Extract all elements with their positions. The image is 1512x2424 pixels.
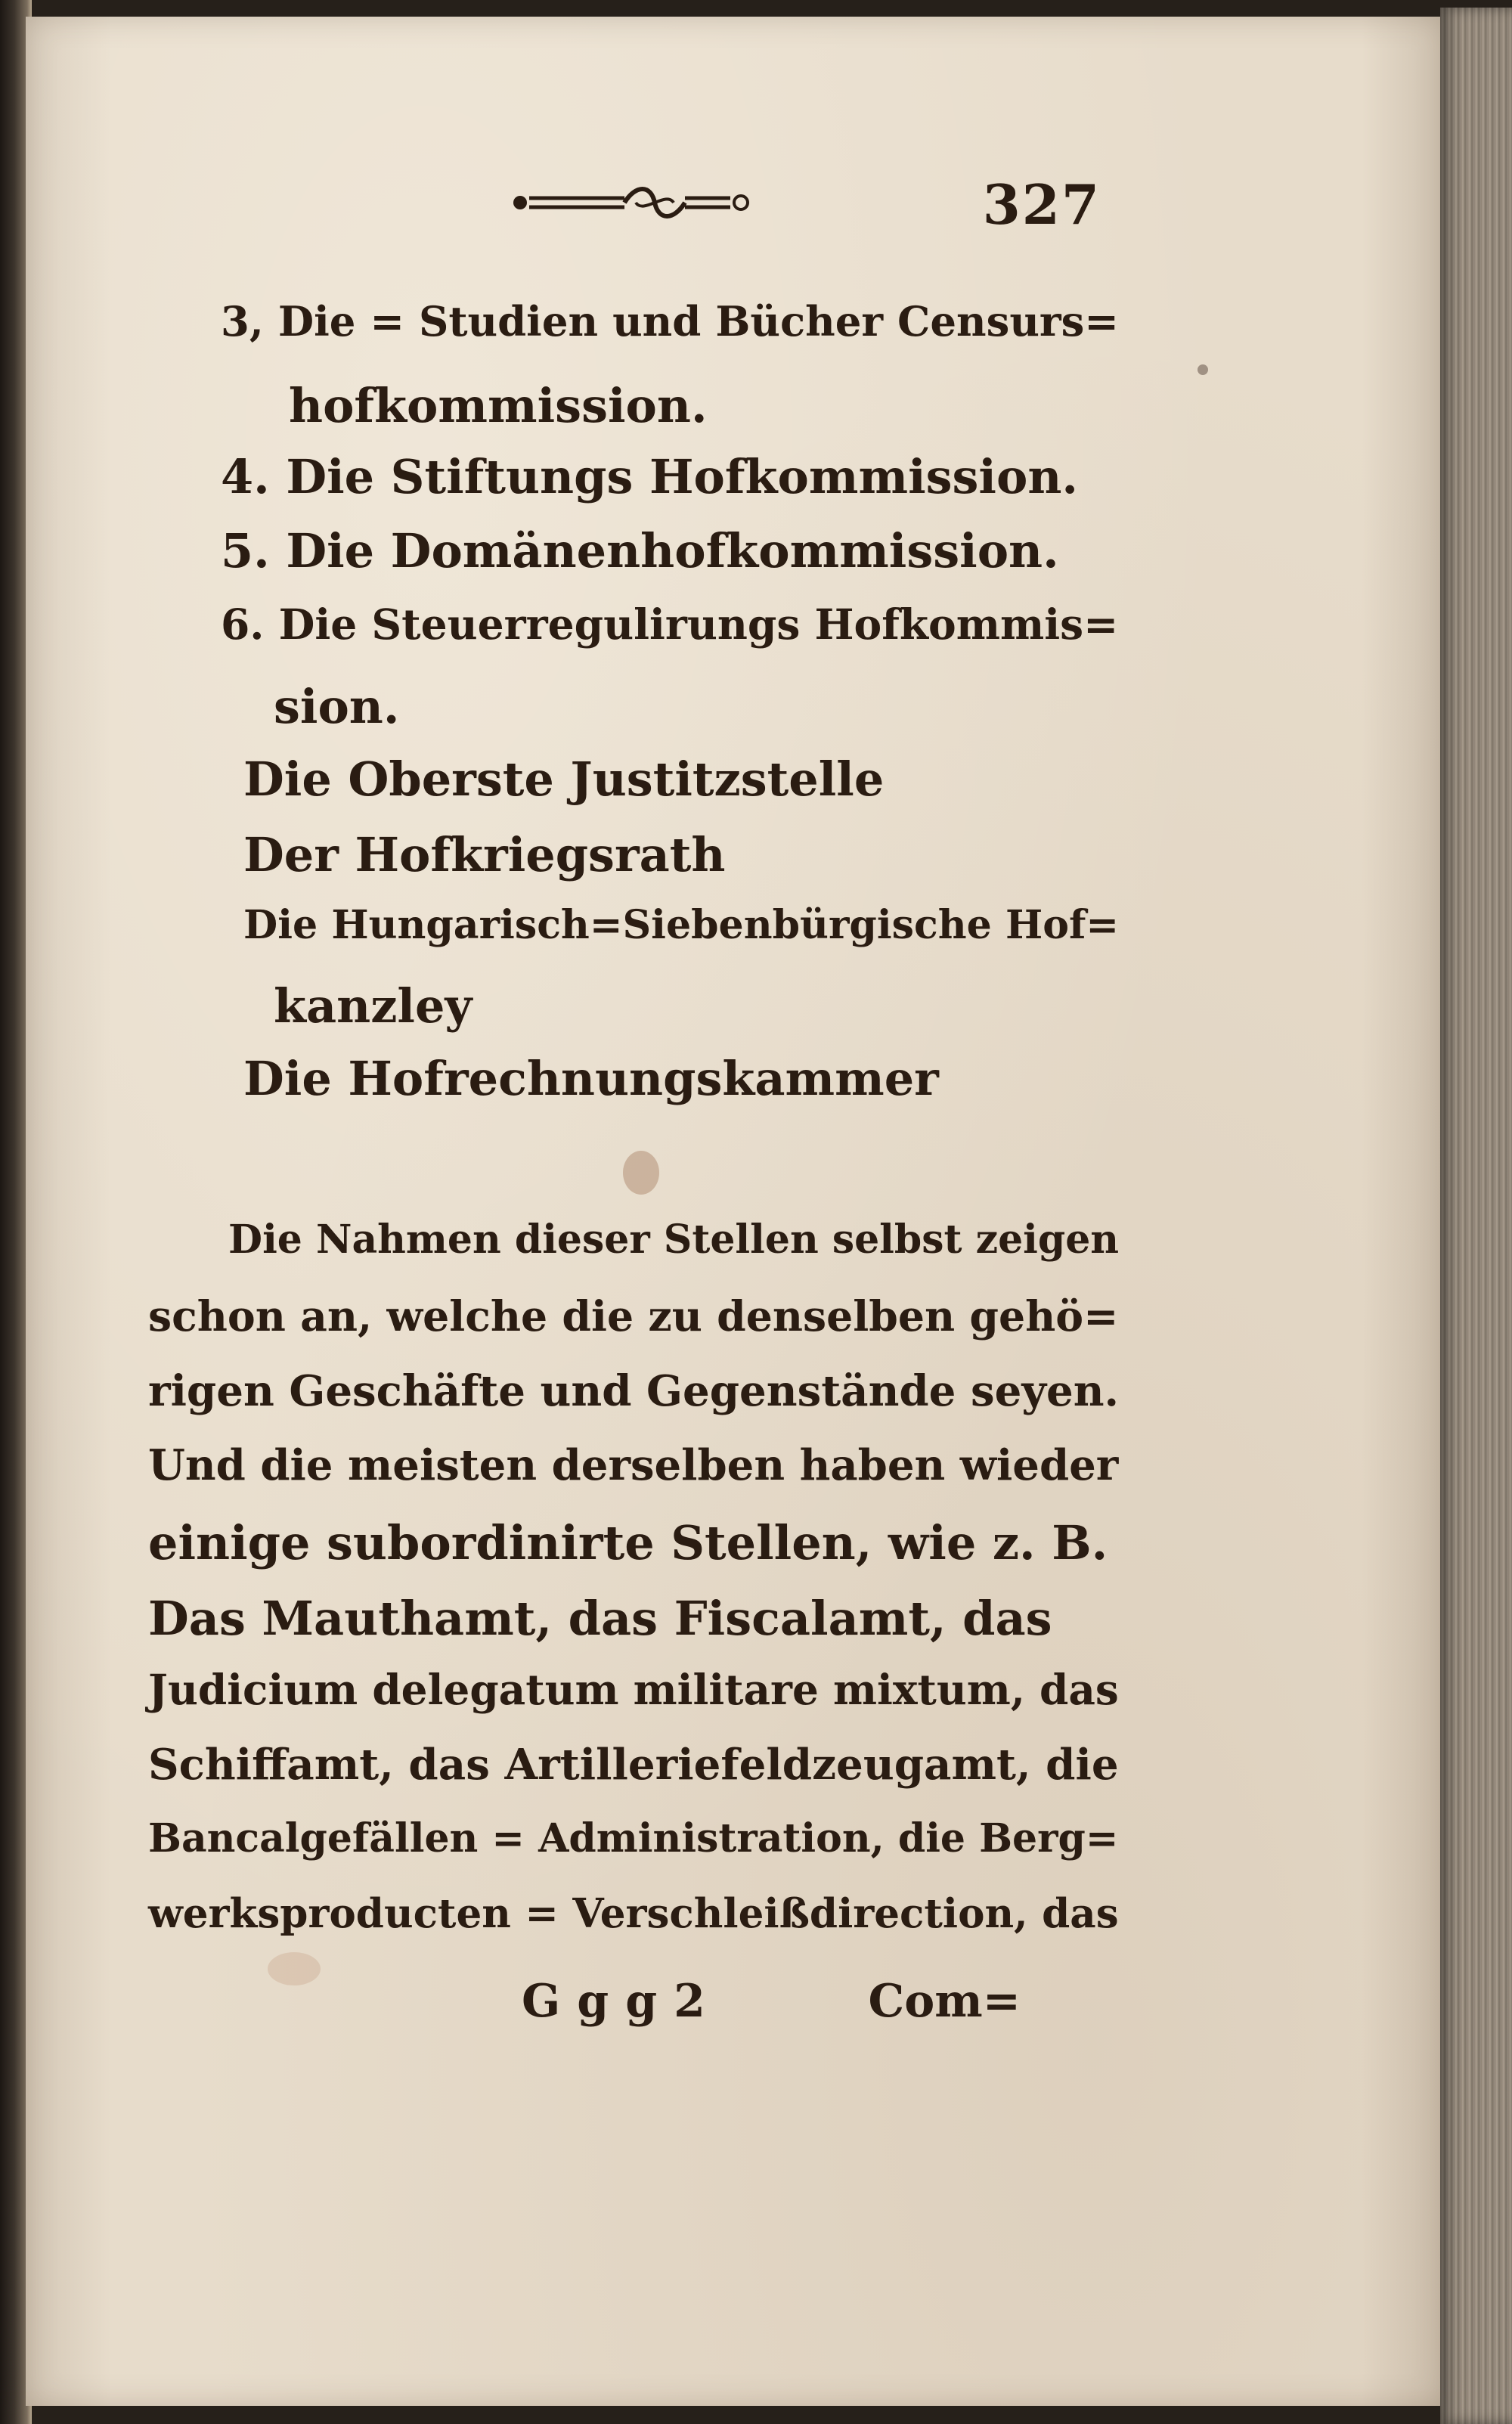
- paragraph-line: einige subordinirte Stellen, wie z. B.: [148, 1515, 1108, 1570]
- paragraph-line: rigen Geschäfte und Gegenstände seyen.: [148, 1366, 1120, 1416]
- paragraph-line: Bancalgefällen = Administration, die Berg=: [148, 1815, 1119, 1861]
- list-item-6-line-2: sion.: [274, 679, 400, 734]
- office-line: Die Oberste Justitzstelle: [243, 752, 885, 807]
- list-item-6-line-1: [221, 600, 1119, 649]
- list-item-5: [221, 523, 1059, 578]
- page-number: 327: [982, 172, 1101, 237]
- signature-mark: Ggg2: [522, 1975, 722, 2028]
- page-block-edges: [1440, 8, 1512, 2424]
- office-line: Der Hofkriegsrath: [243, 827, 726, 882]
- list-number: 4.: [221, 449, 270, 504]
- list-item-4: [221, 449, 1079, 504]
- list-text: Die Domänenhofkommission.: [286, 523, 1059, 578]
- paragraph-line: Judicium delegatum militare mixtum, das: [148, 1665, 1119, 1714]
- paragraph-line: werksproducten = Verschleißdirection, das: [148, 1889, 1119, 1937]
- paragraph-line: Schiffamt, das Artilleriefeldzeugamt, die: [148, 1740, 1119, 1790]
- list-text: Die = Studien und Bücher Censurs=: [277, 297, 1119, 346]
- list-text: Die Stiftungs Hofkommission.: [286, 449, 1079, 504]
- book-page: [26, 17, 1447, 2406]
- paragraph-line: Die Nahmen dieser Stellen selbst zeigen: [228, 1217, 1120, 1263]
- list-item-3-line-2: hofkommission.: [289, 378, 708, 433]
- list-number: 3,: [221, 297, 264, 346]
- paragraph-line: Das Mauthamt, das Fiscalamt, das: [148, 1591, 1052, 1646]
- paragraph-line: Und die meisten derselben haben wieder: [148, 1440, 1119, 1490]
- ornament-icon: [511, 181, 753, 224]
- page-header: [511, 172, 1101, 237]
- list-number: 5.: [221, 523, 270, 578]
- list-text: Die Steuerregulirungs Hofkommis=: [278, 600, 1119, 649]
- catchword: Com=: [868, 1975, 1021, 2028]
- office-line: Die Hofrechnungskammer: [243, 1051, 939, 1106]
- foxing-spot: [268, 1952, 321, 1985]
- list-number: 6.: [221, 600, 265, 649]
- foxing-spot: [1198, 364, 1208, 375]
- office-line: kanzley: [274, 978, 472, 1034]
- page-footer: [522, 1975, 1021, 2035]
- foxing-spot: [623, 1151, 659, 1195]
- office-line: Die Hungarisch=Siebenbürgische Hof=: [243, 902, 1120, 948]
- list-item-3-line-1: [221, 297, 1119, 346]
- paragraph-line: schon an, welche die zu denselben gehö=: [148, 1292, 1119, 1341]
